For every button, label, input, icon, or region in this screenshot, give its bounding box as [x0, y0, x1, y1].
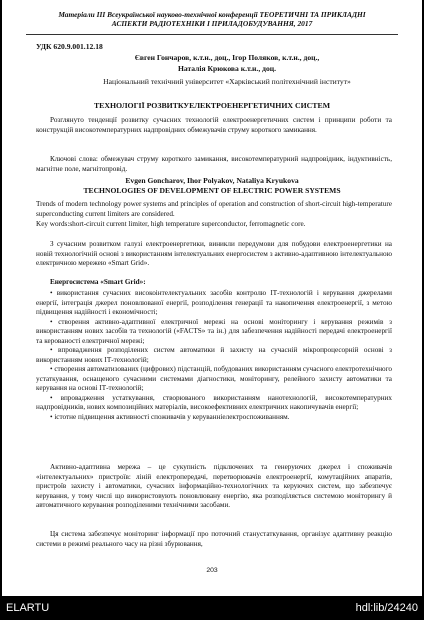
header-divider	[26, 34, 398, 35]
bullet-list	[36, 289, 392, 422]
bullet-item: • впровадження розподілених систем автоматики й захисту на сучасній мікропроцесорній основі з використанням нових ІТ-технологій;	[36, 346, 392, 364]
bullet-item: • створення автоматизованих (цифрових) підстанцій, побудованих використанням сучасного електротехнічного устаткування, оснащеного сучасними системами діагностики, моніторингу, релейного захисту автоматики та керування на основі ІТ-технологій;	[36, 365, 392, 392]
paragraph-adaptive-grid: Активно-адаптивна мережа – це сукупність підключених та генеруючих джерел і споживачів «інтелектуальних» пристроїв: ліній електропередачі, перетворювачів електроенергії, комутаційних апаратів, пристроїв захисту і автоматики, сучасних інформаційно-технологічних та керуючих систем, що забезпечує керування, у тому числі що використовують поновлювану енергію, яка розподіляється системою моніторингу й автоматичного керування розподіленими технічними засобами.	[36, 463, 392, 509]
abstract-ua: Розглянуто тенденції розвитку сучасних технологій електроенергетичних систем і принципи роботи та конструкцій високотемпературних надпровідних обмежувачів струму короткого замикання.	[36, 116, 392, 134]
smart-grid-subheading: Енергосистема «Smart Grid»:	[50, 278, 146, 286]
bullet-item: • використання сучасних високоінтелектуальних засобів контролю ІТ-технологій і керування джерелами енергії, інтеграція джерел поновлюваної енергії, розподілення генерації та накопичення електроенергії, з метою підвищення надійності і економічності;	[36, 289, 392, 316]
abstract-en: Trends of modern technology power systems and principles of operation and construction of short-circuit high-temperature superconducting current limiters are considered.	[36, 200, 392, 218]
paragraph-monitoring: Ця система забезпечує моніторинг інформації про поточний станустаткування, організує адаптивну реакцію системи в режимі реального часу на різні збурювання,	[36, 530, 392, 548]
footer-repository-name: ELARTU	[6, 602, 50, 614]
footer-handle: hdl:lib/24240	[355, 602, 418, 614]
authors-ua	[62, 53, 392, 74]
keywords-en: Key words:short-circuit current limiter, high temperature superconductor, ferromagnetic core.	[36, 220, 306, 228]
udc-code: УДК 620.9.001.12.18	[36, 42, 103, 51]
keywords-ua: Ключові слова: обмежувач струму короткого замикання, високотемпературний надпровідник, індуктивність, магнітне поле, магнітопровід.	[36, 155, 392, 173]
title-ua: ТЕХНОЛОГІЇ РОЗВИТКУЕЛЕКТРОЕНЕРГЕТИЧНИХ СИСТЕМ	[93, 101, 331, 110]
header-line-1: Матеріали ІІІ Всеукраїнської науково-технічної конференції ТЕОРЕТИЧНІ ТА ПРИКЛАДНІ	[58, 10, 366, 19]
affiliation-ua: Національний технічний університет «Харківський політехнічний інститут»	[103, 77, 351, 86]
title-en: TECHNOLOGIES OF DEVELOPMENT OF ELECTRIC POWER SYSTEMS	[83, 186, 341, 195]
intro-paragraph: З сучасним розвитком галузі електроенергетики, виникли передумови для побудови електроенергетики на новій технологічній основі з використанням інтелектуальних енергосистем з активно-адаптивною інтелектуальною електричною мережею «Smart Grid».	[36, 240, 392, 267]
authors-title-en	[26, 176, 398, 196]
bullet-item: • впровадження устаткування, створюваного використанням нанотехнологій, високотемпературних надпровідників, нових композиційних матеріалів, високоефективних електричних накопичувачів енергії;	[36, 393, 392, 411]
authors-ua-line-2: Наталія Крюкова к.т.н., доц.	[177, 63, 277, 73]
bullet-item: • істотне підвищення активності споживачів у керуванніелектроспоживанням.	[50, 412, 290, 421]
authors-ua-line-1: Євген Гончаров, к.т.н., доц., Ігор Поляков, к.т.н., доц.,	[134, 53, 320, 62]
conference-header	[26, 10, 398, 28]
page-number: 203	[206, 567, 218, 574]
authors-en: Evgen Goncharov, Ihor Polyakov, Nataliya Kryukova	[125, 176, 299, 185]
header-line-2: АСПЕКТИ РАДІОТЕХНІКИ І ПРИЛАДОБУДУВАННЯ, 2017	[111, 19, 313, 28]
bullet-item: • створення активно-адаптивної електричної мережі на основі моніторингу і керування режимів з використанням нових засобів та технологій («FACTS» та ін.) для забезпечення надійності передачі електроенергії та керованості електричної мережі;	[36, 317, 392, 345]
document-page	[2, 0, 422, 596]
